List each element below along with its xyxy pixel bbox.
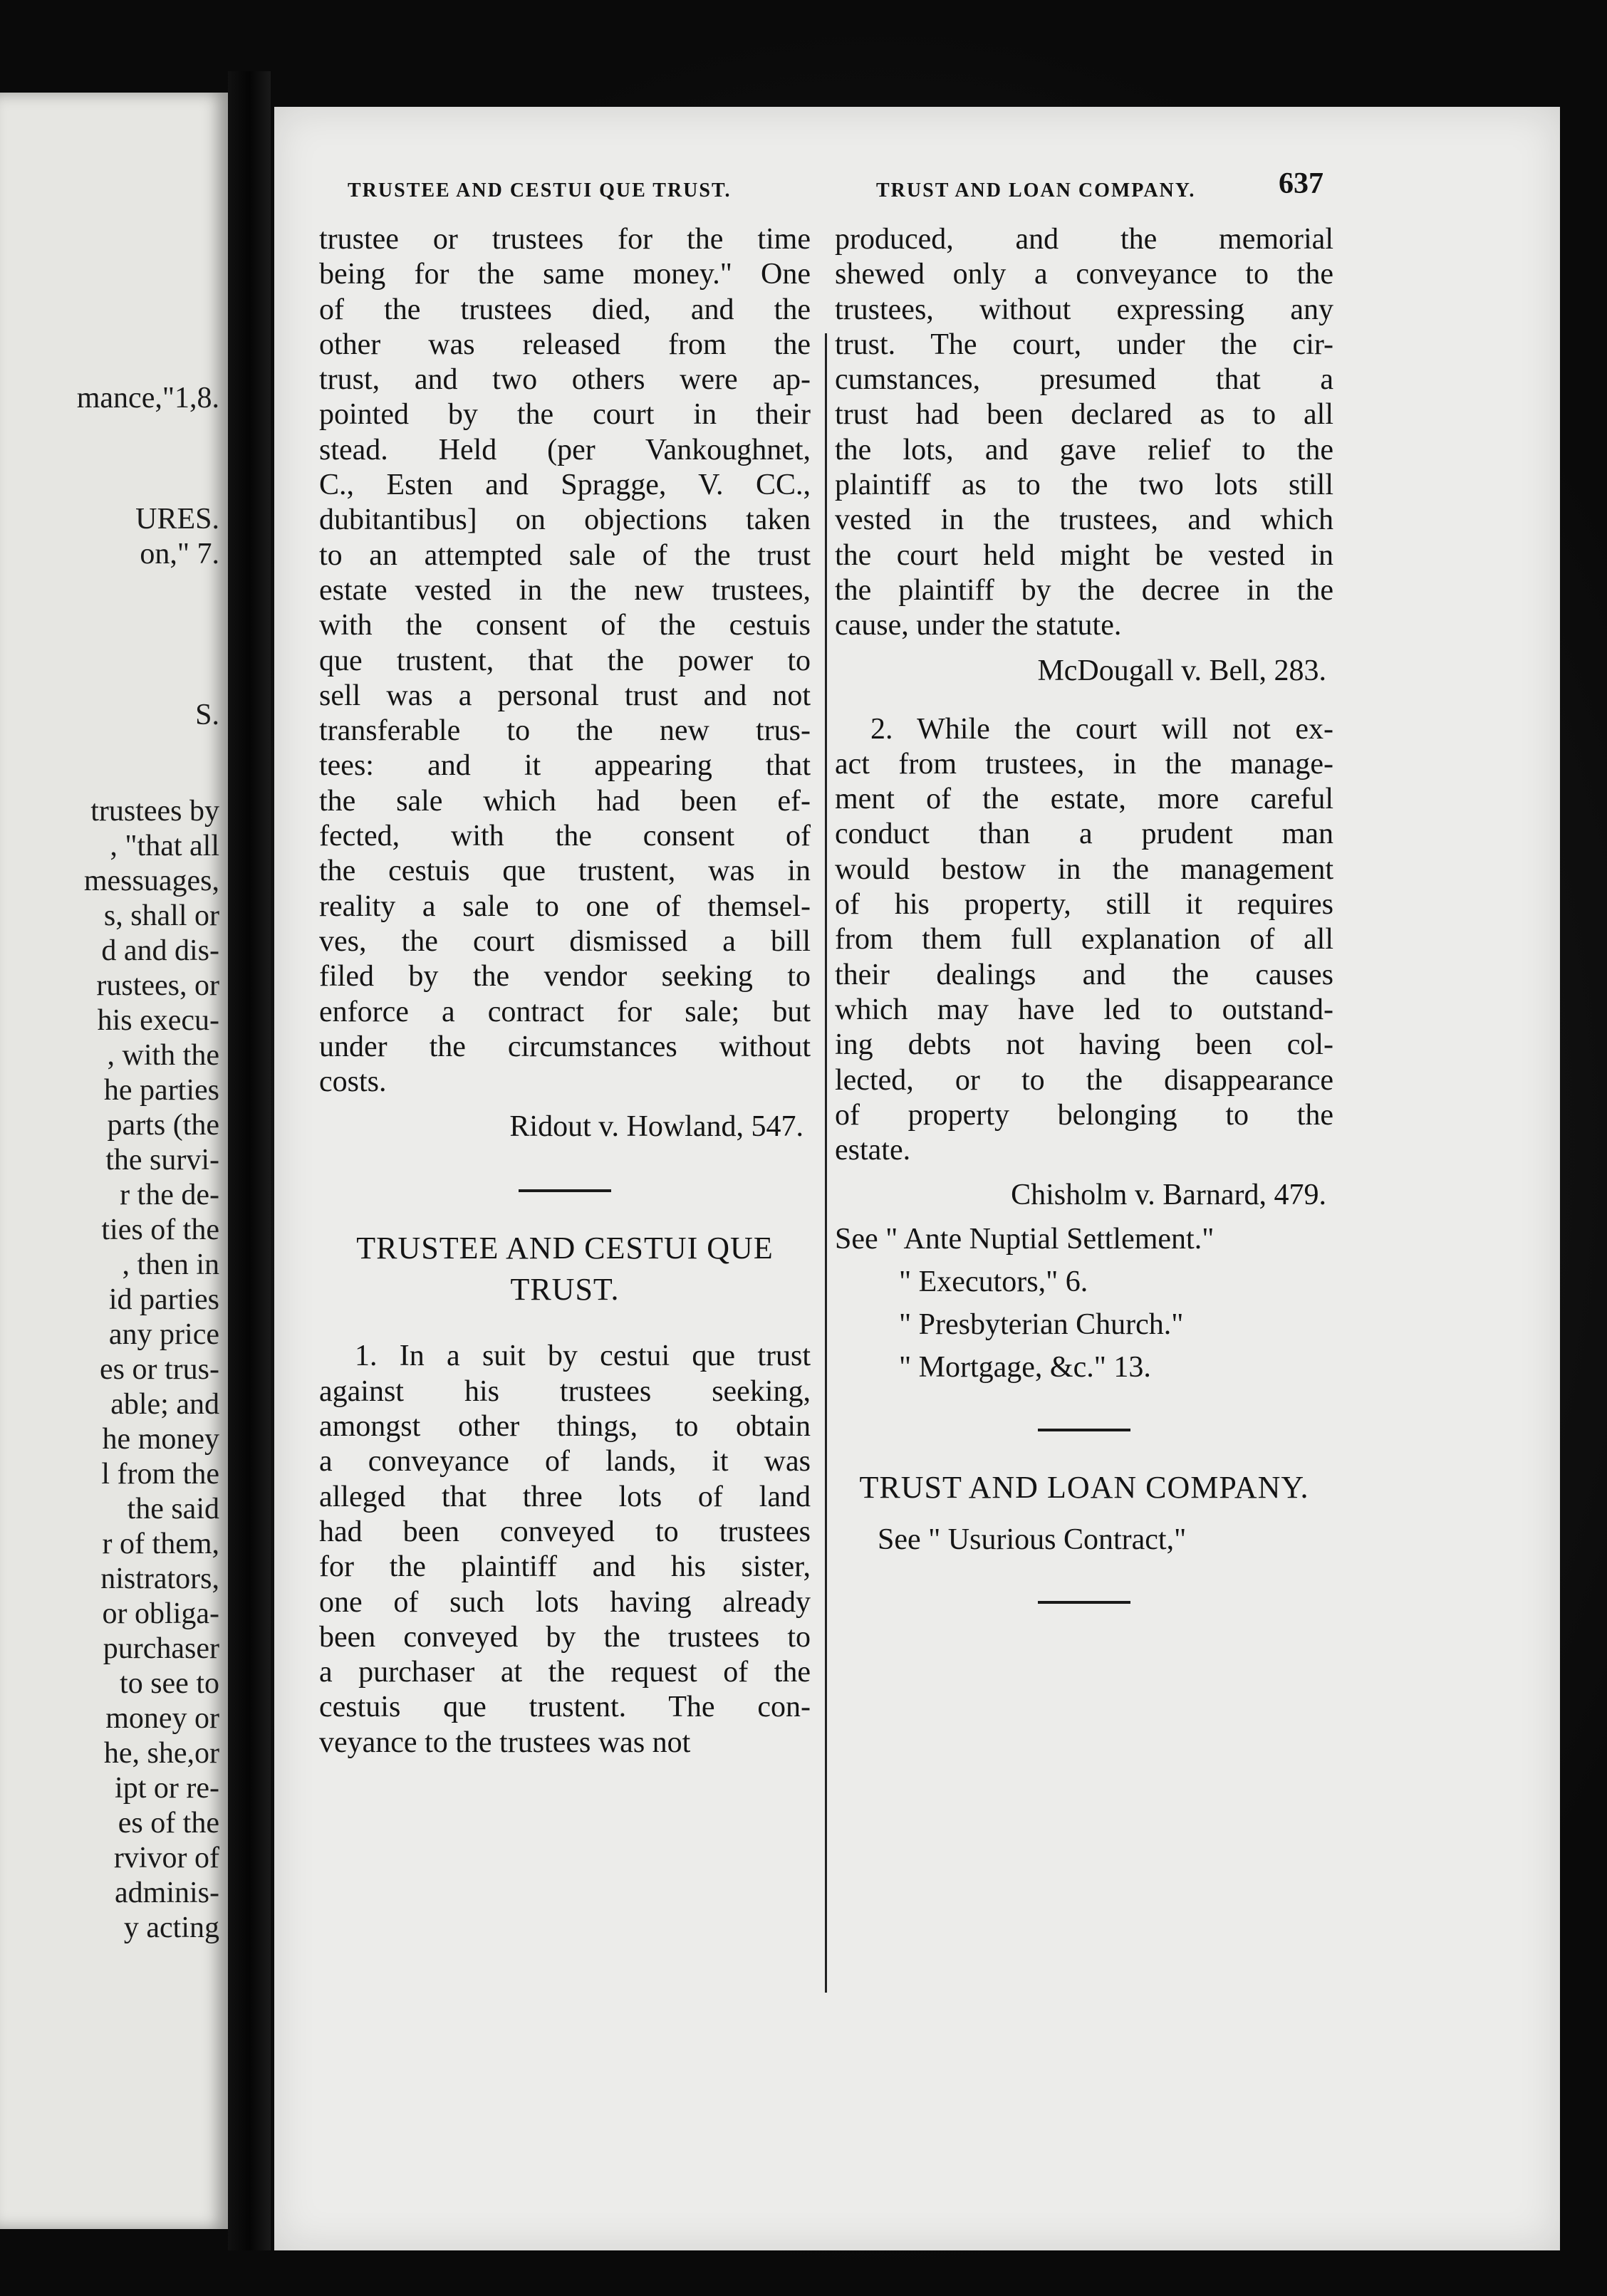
- see-reference-presbyterian: " Presbyterian Church.": [899, 1308, 1184, 1342]
- text-line: 2. While the court will not ex-: [870, 712, 1333, 746]
- section-title: [319, 1228, 811, 1310]
- left-fragment-bottom: [84, 794, 219, 1946]
- text-line: plaintiff as to the two lots still: [835, 469, 1333, 502]
- left-page-text-line: mance,"1,8.: [76, 382, 219, 414]
- left-fragment-top: [77, 381, 219, 416]
- left-page-text-line: URES.: [135, 503, 219, 536]
- left-page-text-line: money or: [105, 1702, 219, 1735]
- left-page-text-line: nistrators,: [100, 1562, 219, 1595]
- left-page-text-line: able; and: [110, 1388, 219, 1421]
- text-line: fected, with the consent of: [319, 820, 811, 853]
- adjacent-left-page: [0, 93, 228, 2229]
- text-line: costs.: [319, 1065, 387, 1099]
- left-page-text-line: rvivor of: [113, 1842, 219, 1874]
- left-page-text-line: the survi-: [105, 1144, 219, 1176]
- section-divider-2: [1038, 1429, 1130, 1431]
- left-page-text-line: , "that all: [110, 830, 219, 862]
- text-line: transferable to the new trus-: [319, 714, 811, 748]
- see-reference-ante-nuptial: See " Ante Nuptial Settlement.": [835, 1223, 1215, 1256]
- left-page-text-line: id parties: [108, 1283, 219, 1316]
- left-page-text-line: l from the: [101, 1458, 219, 1491]
- text-line: a conveyance of lands, it was: [319, 1445, 811, 1478]
- section-title-line-1: TRUSTEE AND CESTUI QUE: [356, 1231, 774, 1266]
- text-line: the plaintiff by the decree in the: [835, 573, 1333, 607]
- left-page-text-line: to see to: [120, 1667, 219, 1700]
- text-line: which may have led to outstand-: [835, 993, 1333, 1026]
- text-line: for the plaintiff and his sister,: [319, 1550, 811, 1584]
- text-line: one of such lots having already: [319, 1585, 811, 1619]
- text-line: with the consent of the cestuis: [319, 609, 811, 642]
- text-line: had been conveyed to trustees: [319, 1515, 811, 1548]
- text-line: trust. The court, under the cir-: [835, 328, 1333, 361]
- left-page-text-line: adminis-: [115, 1877, 219, 1909]
- text-line: cause, under the statute.: [835, 609, 1122, 642]
- left-page-text-line: any price: [108, 1318, 219, 1351]
- text-line: estate vested in the new trustees,: [319, 573, 811, 607]
- text-line: from them full explanation of all: [835, 923, 1333, 956]
- text-line: reality a sale to one of themsel-: [319, 889, 811, 923]
- text-line: sell was a personal trust and not: [319, 679, 811, 712]
- left-page-text-line: ties of the: [101, 1214, 219, 1246]
- text-line: trust had been declared as to all: [835, 398, 1333, 432]
- left-page-text-line: es or trus-: [100, 1353, 219, 1386]
- left-page-text-line: or obliga-: [102, 1597, 219, 1630]
- section-title-trust-and-loan: TRUST AND LOAN COMPANY.: [859, 1470, 1309, 1506]
- left-page-text-line: , with the: [107, 1039, 219, 1072]
- page-number: 637: [1279, 167, 1323, 200]
- citation-ridout-howland: Ridout v. Howland, 547.: [509, 1110, 804, 1144]
- text-line: trust, and two others were ap-: [319, 363, 811, 397]
- section-title-line-2: TRUST.: [510, 1272, 620, 1308]
- left-page-text-line: he, she,or: [103, 1737, 219, 1770]
- left-page-text-line: es of the: [118, 1807, 219, 1840]
- text-line: their dealings and the causes: [835, 958, 1333, 991]
- left-page-text-line: parts (the: [107, 1109, 219, 1142]
- text-line: ing debts not having been col-: [835, 1028, 1333, 1062]
- text-line: to an attempted sale of the trust: [319, 538, 811, 572]
- left-page-text-line: r of them,: [102, 1528, 219, 1560]
- paragraph-2-while-the-court: [835, 712, 1333, 1169]
- left-page-text-line: the said: [127, 1493, 219, 1525]
- text-line: shewed only a conveyance to the: [835, 258, 1333, 291]
- text-line: cestuis que trustent. The con-: [319, 1691, 811, 1724]
- text-line: 1. In a suit by cestui que trust: [355, 1340, 811, 1373]
- text-line: trustees, without expressing any: [835, 293, 1333, 326]
- text-line: a purchaser at the request of the: [319, 1656, 811, 1689]
- text-line: filed by the vendor seeking to: [319, 960, 811, 993]
- section-divider-3: [1038, 1601, 1130, 1604]
- left-page-text-line: S.: [195, 699, 219, 731]
- left-column: [319, 222, 811, 1760]
- text-line: ves, the court dismissed a bill: [319, 924, 811, 958]
- running-head-left: TRUSTEE AND CESTUI QUE TRUST.: [348, 179, 732, 202]
- see-reference-usurious: See " Usurious Contract,": [878, 1523, 1187, 1557]
- left-page-text-line: r the de-: [120, 1179, 219, 1211]
- left-page-text-line: on," 7.: [140, 538, 219, 570]
- left-fragment-mid1: [135, 502, 219, 572]
- section-divider: [519, 1189, 611, 1192]
- text-line: being for the same money." One: [319, 258, 811, 291]
- text-line: cumstances, presumed that a: [835, 363, 1333, 397]
- left-page-text-line: ipt or re-: [115, 1772, 219, 1805]
- text-line: estate.: [835, 1134, 911, 1167]
- text-line: veyance to the trustees was not: [319, 1726, 691, 1759]
- text-line: amongst other things, to obtain: [319, 1410, 811, 1444]
- right-column: [835, 222, 1333, 1639]
- text-line: the sale which had been ef-: [319, 784, 811, 818]
- left-page-text-line: purchaser: [103, 1632, 219, 1665]
- left-page-text-line: y acting: [123, 1911, 219, 1944]
- text-line: the court held might be vested in: [835, 538, 1333, 572]
- book-gutter: [228, 71, 271, 2250]
- left-page-text-line: s, shall or: [103, 899, 219, 932]
- left-page-text-line: trustees by: [90, 795, 219, 828]
- text-line: conduct than a prudent man: [835, 818, 1333, 851]
- left-page-text-line: , then in: [122, 1248, 219, 1281]
- citation-chisholm-barnard: Chisholm v. Barnard, 479.: [1011, 1179, 1326, 1212]
- text-line: would bestow in the management: [835, 852, 1333, 886]
- text-line: trustee or trustees for the time: [319, 223, 811, 256]
- text-line: tees: and it appearing that: [319, 749, 811, 783]
- text-line: dubitantibus] on objections taken: [319, 503, 811, 537]
- left-page-text-line: d and dis-: [101, 934, 219, 967]
- column-divider: [825, 333, 827, 1993]
- text-line: other was released from the: [319, 328, 811, 361]
- left-page-text-line: rustees, or: [96, 969, 219, 1002]
- paragraph-continued: [835, 222, 1333, 644]
- left-page-text-line: he parties: [103, 1074, 219, 1107]
- text-line: enforce a contract for sale; but: [319, 995, 811, 1028]
- text-line: act from trustees, in the manage-: [835, 747, 1333, 781]
- citation-mcdougall-bell: McDougall v. Bell, 283.: [1037, 654, 1326, 687]
- text-line: ment of the estate, more careful: [835, 783, 1333, 816]
- text-line: C., Esten and Spragge, V. CC.,: [319, 469, 811, 502]
- left-fragment-mid2: [195, 698, 219, 733]
- paragraph-ridout-howland: [319, 222, 811, 1100]
- text-line: against his trustees seeking,: [319, 1374, 811, 1408]
- text-line: been conveyed by the trustees to: [319, 1620, 811, 1654]
- text-line: vested in the trustees, and which: [835, 503, 1333, 537]
- paragraph-1-cestui-que-trust: [319, 1339, 811, 1760]
- left-page-text-line: his execu-: [97, 1004, 219, 1037]
- text-line: stead. Held (per Vankoughnet,: [319, 433, 811, 466]
- text-line: produced, and the memorial: [835, 223, 1333, 256]
- text-line: que trustent, that the power to: [319, 644, 811, 677]
- left-page-text-line: messuages,: [83, 865, 219, 897]
- left-page-text-line: he money: [102, 1423, 219, 1456]
- running-head-right: TRUST AND LOAN COMPANY.: [876, 179, 1196, 202]
- text-line: of the trustees died, and the: [319, 293, 811, 326]
- text-line: under the circumstances without: [319, 1030, 811, 1063]
- see-reference-executors: " Executors," 6.: [899, 1266, 1088, 1299]
- text-line: pointed by the court in their: [319, 398, 811, 432]
- see-reference-mortgage: " Mortgage, &c." 13.: [899, 1351, 1151, 1384]
- text-line: lected, or to the disappearance: [835, 1063, 1333, 1097]
- text-line: of property belonging to the: [835, 1098, 1333, 1132]
- text-line: alleged that three lots of land: [319, 1480, 811, 1513]
- text-line: the lots, and gave relief to the: [835, 433, 1333, 466]
- text-line: of his property, still it requires: [835, 888, 1333, 922]
- text-line: the cestuis que trustent, was in: [319, 855, 811, 888]
